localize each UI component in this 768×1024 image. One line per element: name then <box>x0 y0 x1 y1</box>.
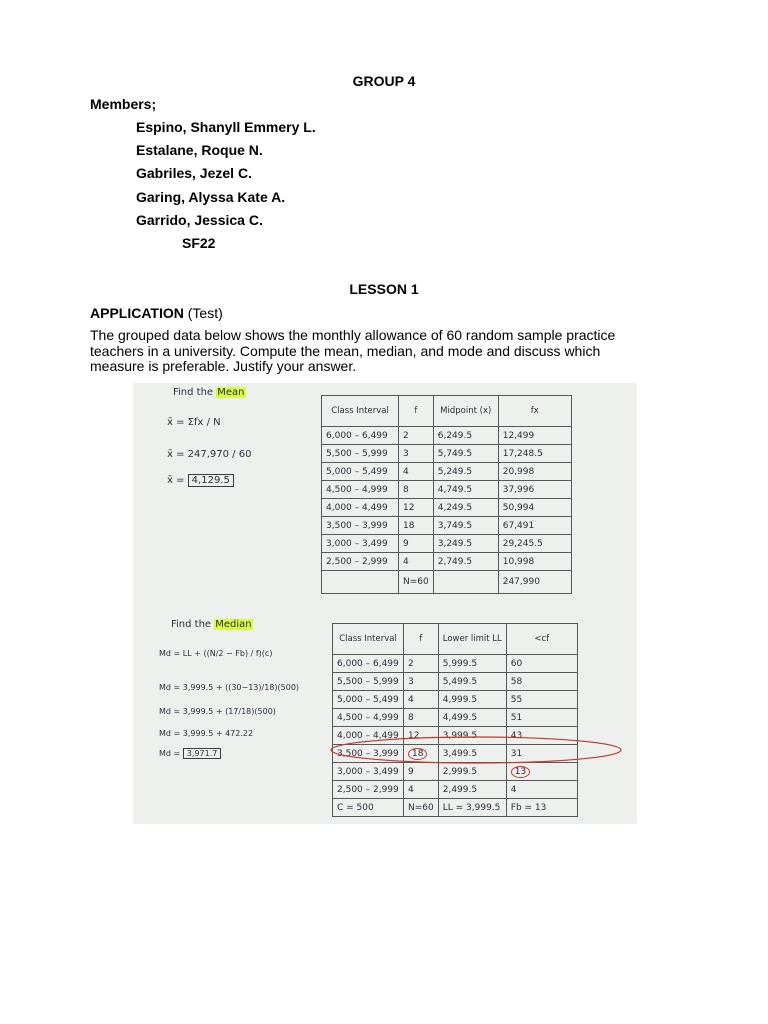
table-row <box>333 655 578 673</box>
table-cell: C = 500 <box>333 799 404 817</box>
table-cell: 3,249.5 <box>433 535 498 553</box>
table-cell: 4 <box>506 781 577 799</box>
table-cell: 2,749.5 <box>433 553 498 571</box>
table-cell: 3,000 – 3,499 <box>333 763 404 781</box>
table-cell: 60 <box>506 655 577 673</box>
median-table <box>332 623 578 817</box>
column-header: f <box>399 396 434 427</box>
table-row <box>322 535 572 553</box>
prompt-line: The grouped data below shows the monthly allowance of 60 random sample practice <box>90 327 616 343</box>
table-cell: 20,998 <box>498 463 571 481</box>
table-cell: 4,000 – 4,499 <box>322 499 399 517</box>
table-cell: 37,996 <box>498 481 571 499</box>
table-cell: 51 <box>506 709 577 727</box>
table-cell <box>322 571 399 594</box>
member-name: Garrido, Jessica C. <box>136 212 263 228</box>
table-cell: 3,749.5 <box>433 517 498 535</box>
table-cell: 3,499.5 <box>438 745 506 763</box>
table-cell: 3 <box>399 445 434 463</box>
table-cell: 4,500 – 4,999 <box>333 709 404 727</box>
table-cell: 5,999.5 <box>438 655 506 673</box>
table-cell: 5,749.5 <box>433 445 498 463</box>
table-cell: 2 <box>404 655 439 673</box>
mean-heading-highlight: Mean <box>217 387 245 398</box>
table-cell <box>506 763 577 781</box>
mean-formula: x̄ = Σfx / N <box>167 417 221 428</box>
table-cell: 43 <box>506 727 577 745</box>
table-cell: 31 <box>506 745 577 763</box>
table-row <box>322 499 572 517</box>
table-cell: 247,990 <box>498 571 571 594</box>
table-cell: 9 <box>399 535 434 553</box>
table-cell: 2 <box>399 427 434 445</box>
table-row <box>322 463 572 481</box>
table-cell: 6,000 – 6,499 <box>333 655 404 673</box>
application-suffix: (Test) <box>187 305 223 321</box>
table-cell: 12 <box>399 499 434 517</box>
table-cell: 2,500 – 2,999 <box>322 553 399 571</box>
worksheet-photo <box>133 383 637 824</box>
median-heading <box>171 619 253 630</box>
table-cell: 2,499.5 <box>438 781 506 799</box>
circled-frequency: 18 <box>408 748 427 760</box>
column-header: fx <box>498 396 571 427</box>
table-header-row <box>322 396 572 427</box>
table-cell: 9 <box>404 763 439 781</box>
mean-heading-text: Find the <box>173 387 214 398</box>
prompt-line: teachers in a university. Compute the mean, median, and mode and discuss which <box>90 342 601 359</box>
median-result <box>159 749 221 758</box>
mean-table <box>321 395 572 594</box>
column-header: f <box>404 624 439 655</box>
table-cell: 12 <box>404 727 439 745</box>
table-cell: 67,491 <box>498 517 571 535</box>
column-header: Class Interval <box>333 624 404 655</box>
column-header: Class Interval <box>322 396 399 427</box>
table-total-row <box>322 571 572 594</box>
table-cell: 5,000 – 5,499 <box>322 463 399 481</box>
median-class-ellipse <box>329 735 623 765</box>
table-cell: 6,000 – 6,499 <box>322 427 399 445</box>
table-cell: 50,994 <box>498 499 571 517</box>
table-row <box>322 481 572 499</box>
table-cell: 4,749.5 <box>433 481 498 499</box>
median-result-value: 3,971.7 <box>183 748 222 759</box>
table-row <box>333 709 578 727</box>
median-heading-highlight: Median <box>215 619 252 630</box>
table-cell <box>433 571 498 594</box>
table-row <box>333 763 578 781</box>
table-cell: 58 <box>506 673 577 691</box>
table-row <box>333 781 578 799</box>
mean-heading <box>173 387 246 398</box>
circled-cumulative: 13 <box>511 766 530 778</box>
median-formula: Md = LL + ((N/2 − Fb) / f)(c) <box>159 649 273 658</box>
table-cell: 4 <box>399 463 434 481</box>
table-cell: 12,499 <box>498 427 571 445</box>
table-cell: 4,000 – 4,499 <box>333 727 404 745</box>
column-header: <cf <box>506 624 577 655</box>
table-row <box>322 427 572 445</box>
column-header: Lower limit LL <box>438 624 506 655</box>
table-cell: 2,500 – 2,999 <box>333 781 404 799</box>
table-cell: 3,500 – 3,999 <box>322 517 399 535</box>
table-cell: 3,999.5 <box>438 727 506 745</box>
table-row <box>322 517 572 535</box>
table-cell: 5,500 – 5,999 <box>333 673 404 691</box>
table-cell: 17,248.5 <box>498 445 571 463</box>
table-cell: 2,999.5 <box>438 763 506 781</box>
member-name: Espino, Shanyll Emmery L. <box>136 119 316 135</box>
table-cell: 4 <box>399 553 434 571</box>
table-cell: 3 <box>404 673 439 691</box>
group-title: GROUP 4 <box>352 73 416 89</box>
table-cell: 4,500 – 4,999 <box>322 481 399 499</box>
member-name: Garing, Alyssa Kate A. <box>136 189 286 205</box>
median-result-label: Md = <box>159 749 181 758</box>
table-cell: 4,249.5 <box>433 499 498 517</box>
table-cell: 5,499.5 <box>438 673 506 691</box>
section-code: SF22 <box>182 235 216 251</box>
median-step: Md = 3,999.5 + ((30−13)/18)(500) <box>159 683 300 692</box>
table-cell: 6,249.5 <box>433 427 498 445</box>
table-row <box>333 673 578 691</box>
table-cell: N=60 <box>404 799 439 817</box>
problem-statement <box>90 328 690 375</box>
table-cell: 4 <box>404 691 439 709</box>
member-name: Estalane, Roque N. <box>136 142 263 158</box>
table-cell: 18 <box>399 517 434 535</box>
table-cell: 8 <box>404 709 439 727</box>
mean-result-label: x̄ = <box>167 475 185 486</box>
table-cell: 10,998 <box>498 553 571 571</box>
table-footer-row <box>333 799 578 817</box>
table-cell: 4,999.5 <box>438 691 506 709</box>
table-cell: 3,000 – 3,499 <box>322 535 399 553</box>
table-cell: 55 <box>506 691 577 709</box>
application-heading <box>90 305 223 321</box>
lesson-title: LESSON 1 <box>349 281 419 297</box>
median-step: Md = 3,999.5 + 472.22 <box>159 729 254 738</box>
table-cell: 5,000 – 5,499 <box>333 691 404 709</box>
median-step: Md = 3,999.5 + (17/18)(500) <box>159 707 276 716</box>
table-cell: 4,499.5 <box>438 709 506 727</box>
application-label: APPLICATION <box>90 305 184 321</box>
table-cell: N=60 <box>399 571 434 594</box>
table-cell: 5,249.5 <box>433 463 498 481</box>
column-header: Midpoint (x) <box>433 396 498 427</box>
table-cell: 5,500 – 5,999 <box>322 445 399 463</box>
members-label: Members; <box>90 96 157 112</box>
mean-result-value: 4,129.5 <box>188 474 234 487</box>
table-header-row <box>333 624 578 655</box>
table-cell: 8 <box>399 481 434 499</box>
table-row <box>322 445 572 463</box>
table-row <box>322 553 572 571</box>
prompt-line: measure is preferable. Justify your answer. <box>90 358 357 374</box>
member-name: Gabriles, Jezel C. <box>136 165 252 181</box>
table-cell: Fb = 13 <box>506 799 577 817</box>
table-cell: 4 <box>404 781 439 799</box>
mean-step: x̄ = 247,970 / 60 <box>167 449 252 460</box>
table-cell: LL = 3,999.5 <box>438 799 506 817</box>
table-cell: 29,245.5 <box>498 535 571 553</box>
median-heading-text: Find the <box>171 619 212 630</box>
mean-result <box>167 475 234 486</box>
table-cell: 3,500 – 3,999 <box>333 745 404 763</box>
table-row <box>333 691 578 709</box>
